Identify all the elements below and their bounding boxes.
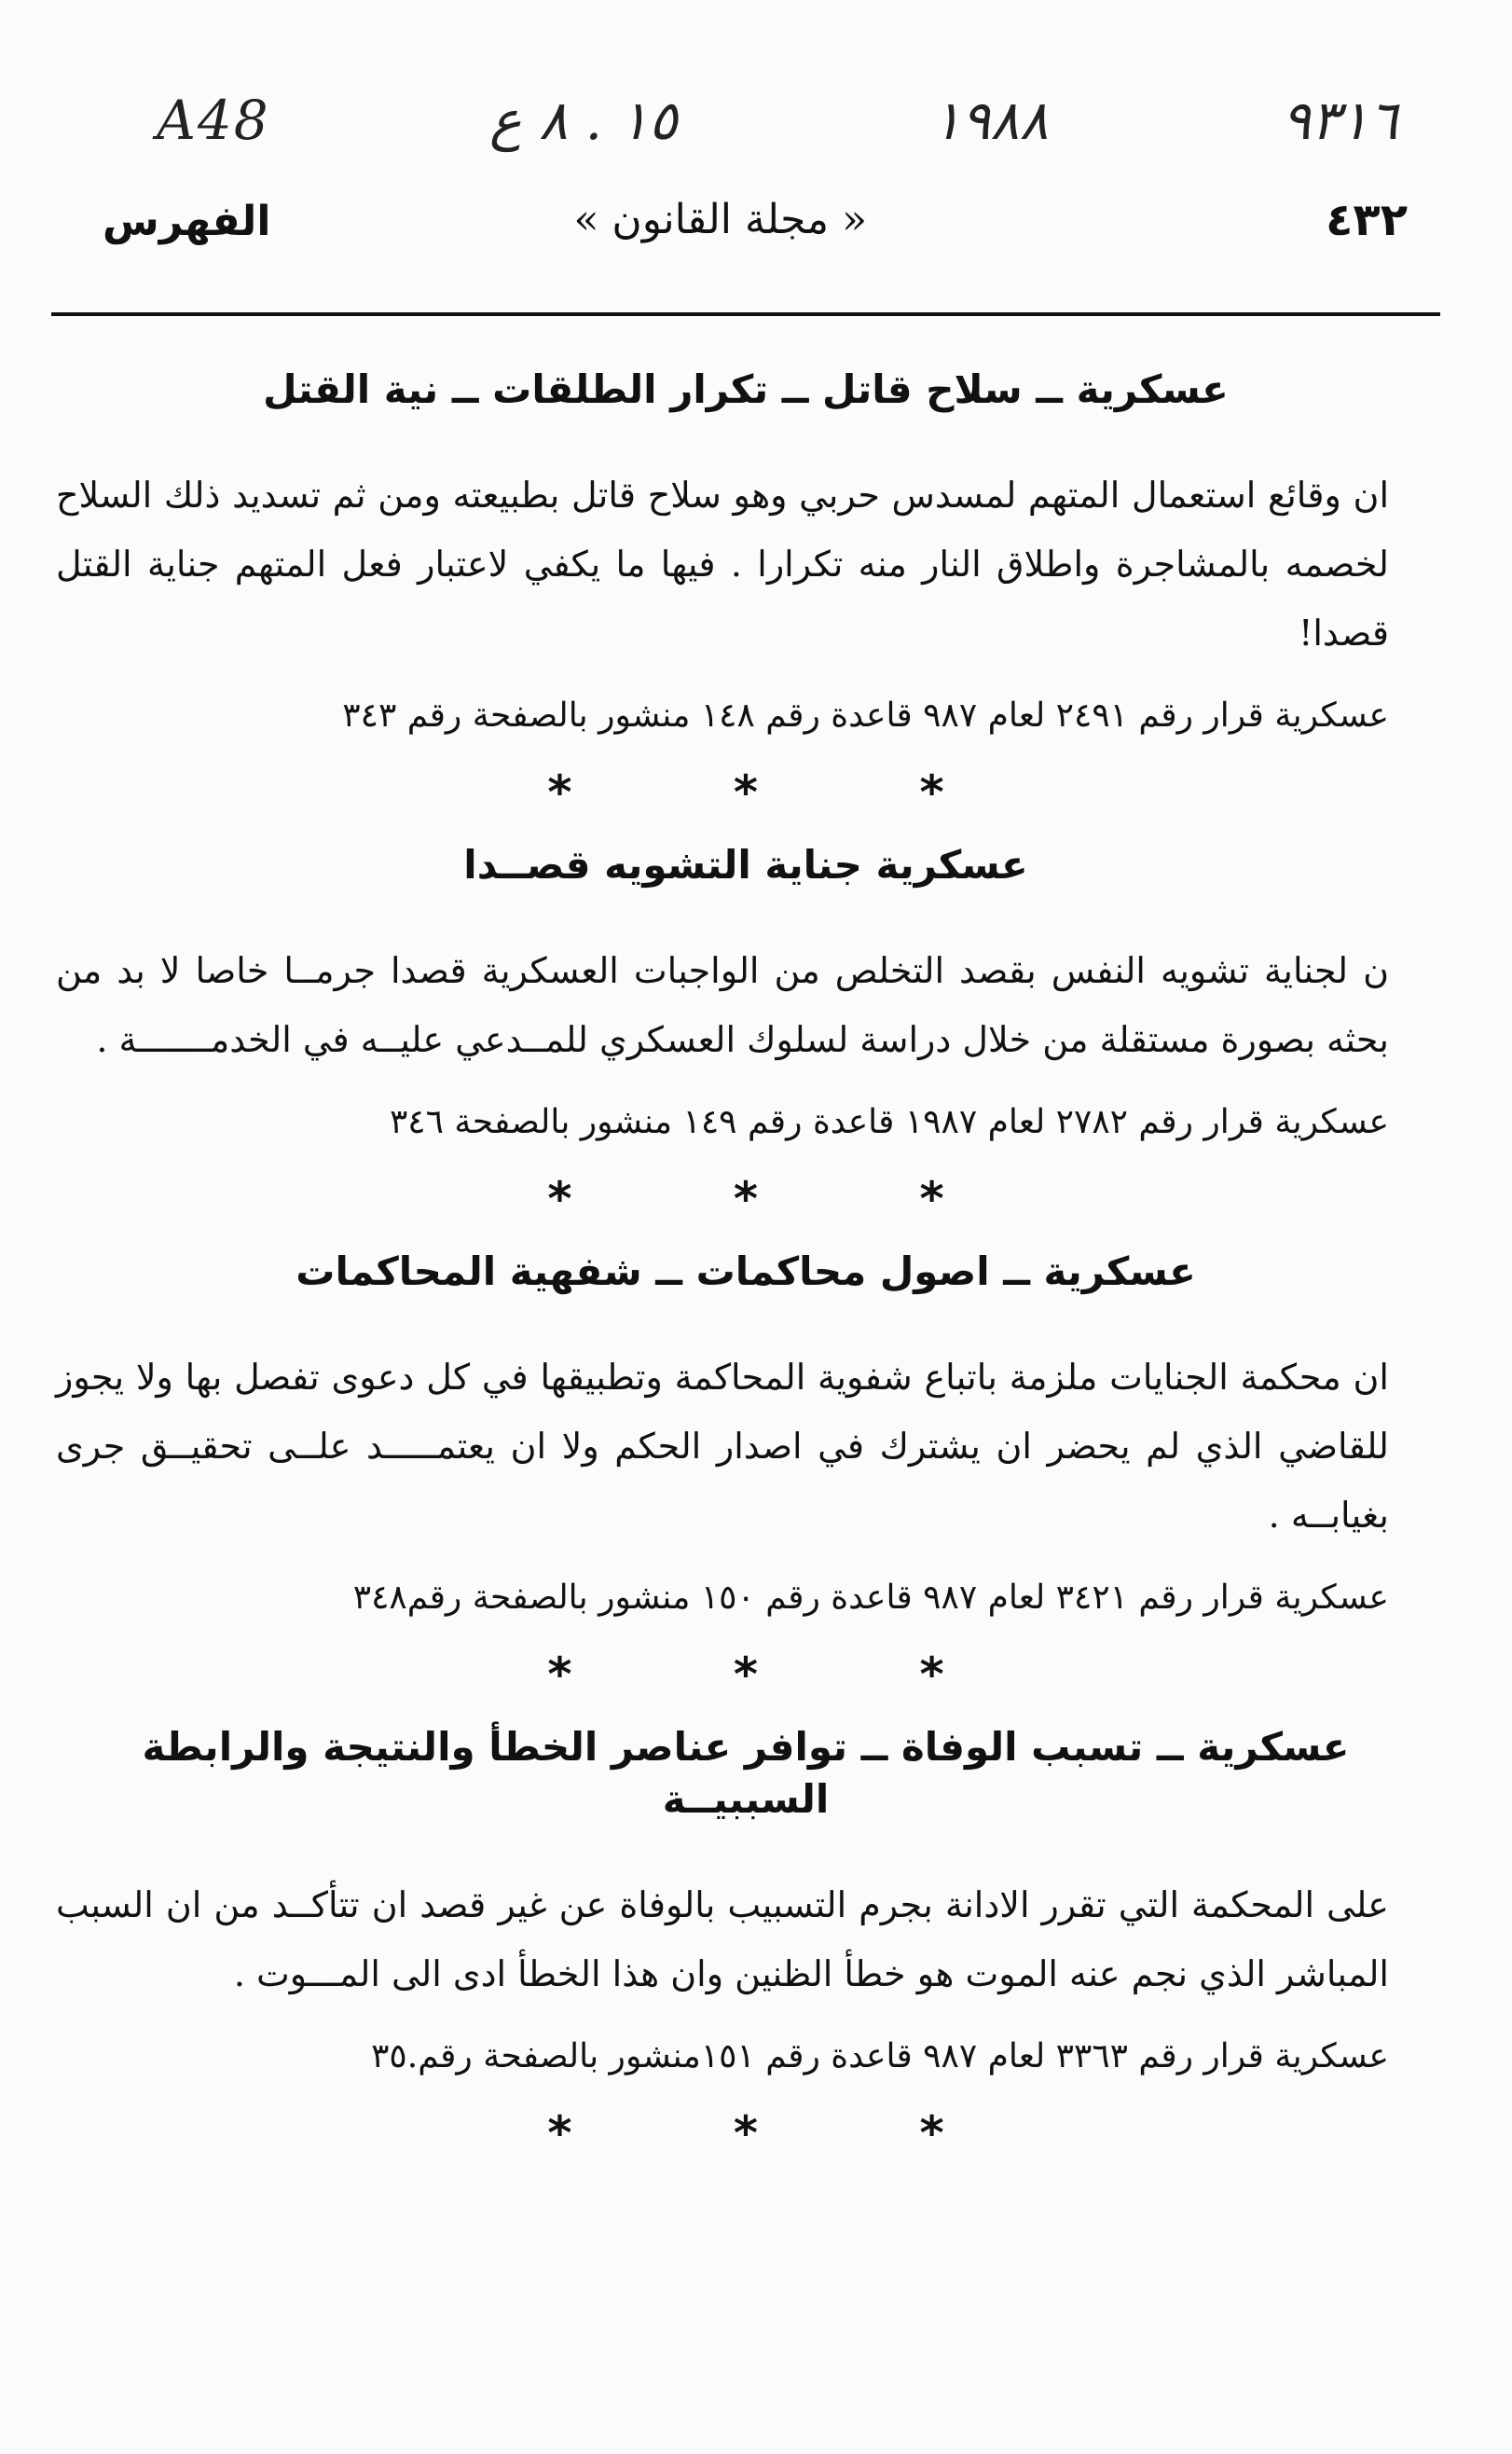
handwritten-code: A48: [157, 89, 270, 152]
entry-body: ن لجناية تشويه النفس بقصد التخلص من الواجبات العسكرية قصدا جرمــا خاصا لا بد من بحثه بصورة مستقلة من خلال دراسة لسلوك العسكري للمــدعي عليــه في الخدمـــــــة .: [56, 950, 1389, 1060]
index-entries: [56, 345, 1436, 2171]
entry-heading: عسكرية ــ تسبب الوفاة ــ توافر عناصر الخطأ والنتيجة والرابطة السببيــة: [142, 1724, 1350, 1822]
journal-title: « مجلة القانون »: [573, 196, 867, 243]
asterism-separator: * * *: [547, 1647, 1017, 1702]
index-entry: [56, 1721, 1436, 2161]
entry-body: ان وقائع استعمال المتهم لمسدس حربي وهو سلاح قاتل بطبيعته ومن ثم تسديد ذلك السلاح لخصمه بالمشاجرة واطلاق النار منه تكرارا . فيها ما يكفي لاعتبار فعل المتهم جناية القتل قصدا!: [56, 475, 1389, 654]
entry-body: ان محكمة الجنايات ملزمة باتباع شفوية المحاكمة وتطبيقها في كل دعوى تفصل بها ولا يجوز للقاضي الذي لم يحضر ان يشترك في اصدار الحكم ولا ان يعتمـــــد علــى تحقيــق جرى بغيابــه .: [56, 1357, 1389, 1536]
header-rule: [51, 312, 1440, 316]
handwritten-issue: ١٥ . ٨ ع: [489, 89, 678, 152]
entry-reference: عسكرية قرار رقم ٢٤٩١ لعام ٩٨٧ قاعدة رقم ١٤٨ منشور بالصفحة رقم ٣٤٣: [342, 696, 1389, 735]
entry-heading: عسكرية ــ سلاح قاتل ــ تكرار الطلقات ــ نية القتل: [263, 366, 1229, 412]
asterism-separator: * * *: [547, 2106, 1017, 2160]
entry-reference: عسكرية قرار رقم ٣٣٦٣ لعام ٩٨٧ قاعدة رقم ١٥١منشور بالصفحة رقم.٣٥: [371, 2037, 1389, 2075]
asterism-separator: * * *: [547, 765, 1017, 820]
entry-reference: عسكرية قرار رقم ٢٧٨٢ لعام ١٩٨٧ قاعدة رقم ١٤٩ منشور بالصفحة ٣٤٦: [389, 1103, 1389, 1141]
index-entry: [56, 839, 1436, 1227]
entry-reference: عسكرية قرار رقم ٣٤٢١ لعام ٩٨٧ قاعدة رقم ١٥٠ منشور بالصفحة رقم٣٤٨: [352, 1579, 1389, 1617]
asterism-separator: * * *: [547, 1172, 1017, 1226]
index-label: الفهرس: [103, 198, 271, 245]
index-entry: [56, 1246, 1436, 1703]
index-entry: [56, 364, 1436, 820]
entry-heading: عسكرية ــ اصول محاكمات ــ شفهية المحاكمات: [296, 1248, 1196, 1294]
page-header: [103, 194, 1408, 259]
entry-heading: عسكرية جناية التشويه قصــدا: [463, 842, 1028, 888]
entry-body: على المحكمة التي تقرر الادانة بجرم التسبيب بالوفاة عن غير قصد ان تتأكــد من ان السبب المباشر الذي نجم عنه الموت هو خطأ الظنين وان هذا الخطأ ادى الى المـــوت .: [56, 1884, 1389, 1994]
handwritten-year: ١٩٨٨: [932, 89, 1049, 152]
page-number: ٤٣٢: [1326, 194, 1408, 246]
handwritten-number: ٩٣١٦: [1282, 89, 1398, 152]
